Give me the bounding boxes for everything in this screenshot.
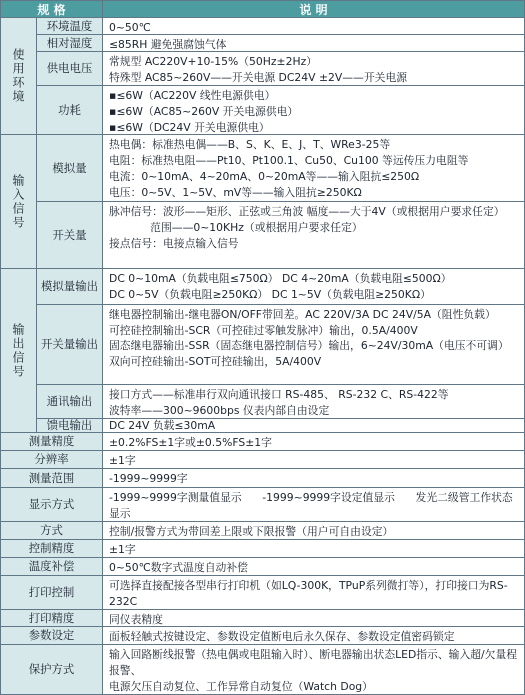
row-value: 接口方式——标准串行双向通讯接口 RS-485、 RS-232 C、RS-422等 波特率——300~9600bps 仪表内部自由设定 bbox=[103, 385, 525, 418]
row-label: 模拟量输出 bbox=[37, 269, 103, 304]
row-label: 分辨率 bbox=[1, 451, 103, 468]
row-value: -1999~9999字 bbox=[103, 469, 525, 487]
row-label: 打印精度 bbox=[1, 610, 103, 626]
row-value: 控制/报警方式为带回差上限或下限报警（用户可自由设定） bbox=[103, 522, 525, 539]
row-value: ▪≤6W（AC220V 线性电源供电） ▪≤6W（AC85~260V 开关电源供电） ▪≤6W（DC24V 开关电源供电） bbox=[103, 86, 525, 134]
header-desc: 说 明 bbox=[103, 1, 525, 17]
row-label: 相对湿度 bbox=[37, 35, 103, 51]
row-value: 面板轻触式按键设定、参数设定值断电后永久保存、参数设定值密码锁定 bbox=[103, 627, 525, 644]
table-header bbox=[1, 1, 525, 18]
row-label: 通讯输出 bbox=[37, 385, 103, 418]
row-value: 脉冲信号：波形——矩形、正弦或三角波 幅度——大于4V（或根据用户要求任定） 范围——0~10KHz（或根据用户要求任定） 接点信号：电接点输入信号 bbox=[103, 202, 525, 268]
spec-row bbox=[37, 202, 525, 269]
row-label: 保护方式 bbox=[1, 645, 103, 694]
group-label-input: 输入信号 bbox=[1, 135, 37, 269]
group-label-output: 输出信号 bbox=[1, 269, 37, 433]
row-label: 环境温度 bbox=[37, 18, 103, 34]
spec-row bbox=[1, 610, 525, 627]
group-label-environment: 使用环境 bbox=[1, 18, 37, 135]
row-label: 方式 bbox=[1, 522, 103, 539]
row-value: 继电器控制输出-继电器ON/OFF带回差。AC 220V/3A DC 24V/5A（阻性负载） 可控硅控制输出-SCR（可控硅过零触发脉冲）输出，0.5A/400V 固态继电器输出-SSR（固态继电器控制信号）输出，6~24V/30mA（电压不可调） 双向可控硅输出-SOT可控硅输出，5A/400V bbox=[103, 305, 525, 384]
spec-row bbox=[1, 488, 525, 522]
row-label: 模拟量 bbox=[37, 135, 103, 201]
row-value: 热电偶：标准热电偶——B、S、K、E、J、T、WRe3-25等 电阻：标准热电阻——Pt10、Pt100.1、Cu50、Cu100 等远传压力电阻等 电流：0~10mA、4~20mA、0~20mA等——输入阻抗≤250Ω 电压：0~5V、1~5V、mV等——输入阻抗≥250KΩ bbox=[103, 135, 525, 201]
row-label: 打印控制 bbox=[1, 576, 103, 609]
row-value: 可选择直接配接各型串行打印机（如LQ-300K，TPuP系列微打等），打印接口为RS-232C bbox=[103, 576, 525, 609]
row-value: 同仪表精度 bbox=[103, 610, 525, 626]
row-label: 测量精度 bbox=[1, 433, 103, 450]
spec-row bbox=[1, 522, 525, 540]
row-value: ≤85RH 避免强腐蚀气体 bbox=[103, 35, 525, 51]
spec-row bbox=[37, 305, 525, 385]
row-value: ±1字 bbox=[103, 451, 525, 468]
spec-row bbox=[37, 135, 525, 202]
row-label: 测量范围 bbox=[1, 469, 103, 487]
spec-row bbox=[37, 419, 525, 433]
spec-row bbox=[37, 385, 525, 419]
spec-row bbox=[1, 451, 525, 469]
row-value: 常规型 AC220V+10-15%（50Hz±2Hz） 特殊型 AC85~260V——开关电源 DC24V ±2V——开关电源 bbox=[103, 52, 525, 85]
row-label: 参数设定 bbox=[1, 627, 103, 644]
spec-row bbox=[1, 558, 525, 576]
row-label: 显示方式 bbox=[1, 488, 103, 521]
row-label: 功耗 bbox=[37, 86, 103, 134]
row-value: ±0.2%FS±1字或±0.5%FS±1字 bbox=[103, 433, 525, 450]
spec-row bbox=[37, 269, 525, 305]
row-value: DC 0~10mA（负载电阻≤750Ω） DC 4~20mA（负载电阻≤500Ω） DC 0~5V（负载电阻≥250KΩ） DC 1~5V（负载电阻≥250KΩ） bbox=[103, 269, 525, 304]
row-label: 开关量 bbox=[37, 202, 103, 268]
spec-row bbox=[1, 576, 525, 610]
row-label: 供电电压 bbox=[37, 52, 103, 85]
row-value: 0~50℃数字式温度自动补偿 bbox=[103, 558, 525, 575]
spec-row bbox=[1, 645, 525, 695]
row-label: 馈电输出 bbox=[37, 419, 103, 432]
row-value: ±1字 bbox=[103, 540, 525, 557]
row-value: 0~50℃ bbox=[103, 18, 525, 34]
spec-row bbox=[1, 627, 525, 645]
spec-row bbox=[37, 86, 525, 135]
spec-row bbox=[1, 469, 525, 488]
row-label: 开关量输出 bbox=[37, 305, 103, 384]
row-value: 输入回路断线报警（热电偶或电阻输入时）、断电器输出状态LED指示、输入超/欠量程报警、 电源欠压自动复位、工作异常自动复位（Watch Dog） bbox=[103, 645, 525, 694]
row-label: 温度补偿 bbox=[1, 558, 103, 575]
spec-row bbox=[37, 52, 525, 86]
row-value: -1999~9999字测量值显示 -1999~9999字设定值显示 发光二级管工作状态显示 bbox=[103, 488, 525, 521]
spec-row bbox=[1, 540, 525, 558]
row-value: DC 24V 负载≤30mA bbox=[103, 419, 525, 432]
spec-row bbox=[37, 35, 525, 52]
header-spec: 规 格 bbox=[1, 1, 103, 17]
spec-row bbox=[37, 18, 525, 35]
row-label: 控制精度 bbox=[1, 540, 103, 557]
spec-row bbox=[1, 433, 525, 451]
